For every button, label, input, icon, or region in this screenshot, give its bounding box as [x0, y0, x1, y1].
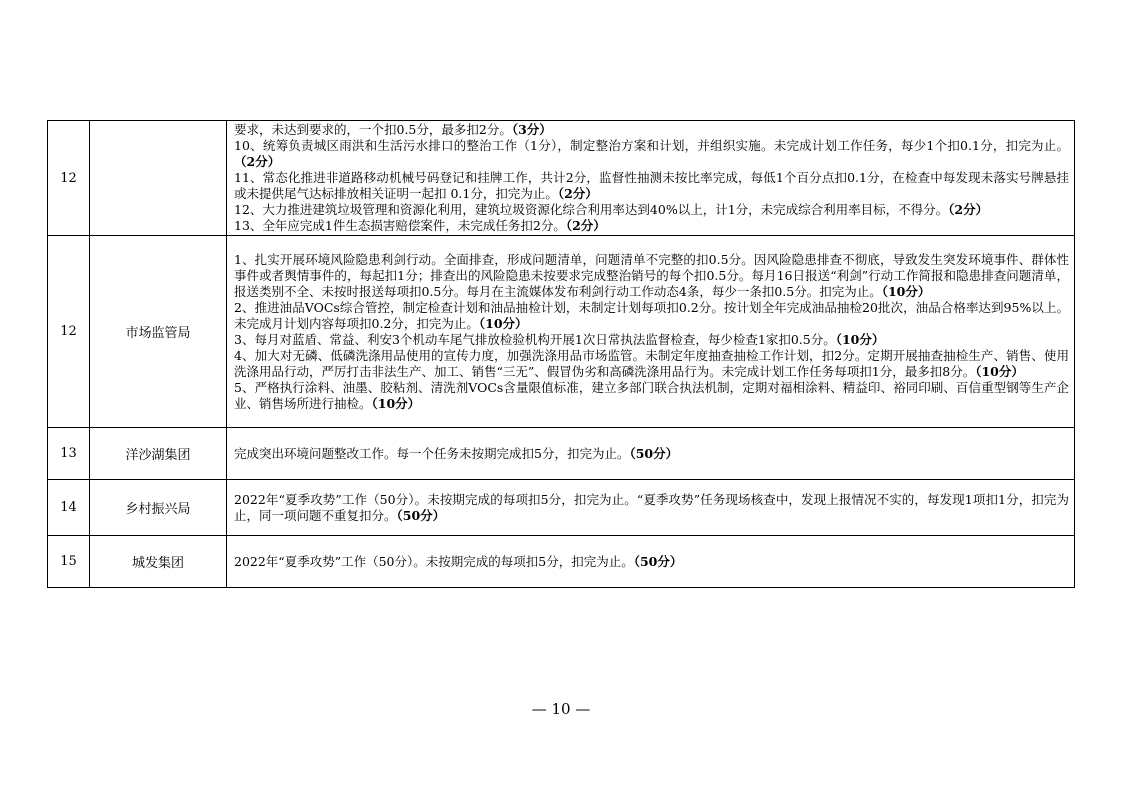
row-number: 14 [48, 480, 90, 536]
score-label: （10分） [881, 283, 931, 299]
score-label: （10分） [975, 363, 1024, 379]
table-row [48, 236, 1075, 428]
list-item: 3、每月对蓝盾、常益、利安3个机动车尾气排放检验机构开展1次日常执法监督检查，每少检查1家扣0.5分。（10分） [234, 331, 885, 347]
list-item: 要求，未达到要求的，一个扣0.5分，最多扣2分。（3分） [234, 122, 552, 137]
score-label: （50分） [396, 507, 446, 523]
list-item: 2022年“夏季攻势”工作（50分）。未按期完成的每项扣5分，扣完为止。“夏季攻势”任务现场核查中，发现上报情况不实的，每发现1项扣1分，扣完为止，同一项问题不重复扣分。（50分） [234, 491, 1069, 523]
score-label: （50分） [629, 445, 679, 461]
score-label: （2分） [234, 154, 281, 169]
row-content [227, 236, 1075, 428]
row-number: 13 [48, 428, 90, 480]
row-content [227, 536, 1075, 588]
list-item: 12、大力推进建筑垃圾管理和资源化利用，建筑垃圾资源化综合利用率达到40%以上，计1分，未完成综合利用率目标，不得分。（2分） [234, 202, 989, 217]
score-label: （50分） [633, 553, 683, 569]
table-row [48, 428, 1075, 480]
list-item: 10、统筹负责城区雨洪和生活污水排口的整治工作（1分），制定整治方案和计划，并组织实施。未完成计划工作任务，每少1个扣0.1分，扣完为止。（2分） [234, 138, 1069, 169]
row-unit: 乡村振兴局 [90, 480, 227, 536]
score-label: （10分） [835, 331, 885, 347]
list-item: 2、推进油品VOCs综合管控，制定检查计划和油品抽检计划，未制定计划每项扣0.2分。按计划全年完成油品抽检20批次，油品合格率达到95%以上。未完成月计划内容每项扣0.2分，扣完为止。（10分） [234, 299, 1069, 331]
row-number: 12 [48, 121, 90, 236]
score-label: （2分） [565, 218, 606, 233]
row-unit: 市场监管局 [90, 236, 227, 428]
row-content [227, 428, 1075, 480]
score-label: （3分） [511, 122, 552, 137]
row-number: 12 [48, 236, 90, 428]
list-item: 完成突出环境问题整改工作。每一个任务未按期完成扣5分，扣完为止。（50分） [234, 445, 679, 461]
score-label: （2分） [557, 186, 598, 201]
table-row [48, 121, 1075, 236]
list-item: 1、扎实开展环境风险隐患利剑行动。全面排查，形成问题清单，问题清单不完整的扣0.5分。因风险隐患排查不彻底，导致发生突发环境事件、群体性事件或者舆情事件的，每起扣1分；排查出的风险隐患未按要求完成整治销号的每个扣0.5分。每月16日报送“利剑”行动工作简报和隐患排查问题清单，报送类别不全、未按时报送每项扣0.5分。每月在主流媒体发布利剑行动工作动态4条，每少一条扣0.5分。扣完为止。（10分） [234, 251, 1069, 299]
row-content [227, 121, 1075, 236]
list-item: 11、常态化推进非道路移动机械号码登记和挂牌工作，共计2分，监督性抽测未按比率完成，每低1个百分点扣0.1分，在检查中每发现未落实号牌悬挂或未提供尾气达标排放相关证明一起扣 0.1分，扣完为止。（2分） [234, 170, 1069, 201]
score-label: （2分） [948, 202, 989, 217]
list-item: 4、加大对无磷、低磷洗涤用品使用的宣传力度，加强洗涤用品市场监管。未制定年度抽查抽检工作计划，扣2分。定期开展抽查抽检生产、销售、使用洗涤用品行动，严厉打击非法生产、加工、销售“三无”、假冒伪劣和高磷洗涤用品行为。未完成计划工作任务每项扣1分，最多扣8分。（10分） [234, 347, 1069, 379]
list-item: 2022年“夏季攻势”工作（50分）。未按期完成的每项扣5分，扣完为止。（50分） [234, 553, 683, 569]
row-number: 15 [48, 536, 90, 588]
score-table [47, 120, 1075, 588]
row-content [227, 480, 1075, 536]
row-unit: 城发集团 [90, 536, 227, 588]
table-row [48, 480, 1075, 536]
row-unit: 洋沙湖集团 [90, 428, 227, 480]
page-number: — 10 — [531, 700, 591, 718]
row-unit [90, 121, 227, 236]
score-label: （10分） [478, 315, 528, 331]
list-item: 13、全年应完成1件生态损害赔偿案件，未完成任务扣2分。（2分） [234, 218, 606, 233]
score-label: （10分） [371, 395, 421, 411]
list-item: 5、严格执行涂料、油墨、胶粘剂、清洗剂VOCs含量限值标准，建立多部门联合执法机制，定期对福相涂料、精益印、裕同印刷、百信重型钢等生产企业、销售场所进行抽检。（10分） [234, 379, 1069, 411]
table-row [48, 536, 1075, 588]
